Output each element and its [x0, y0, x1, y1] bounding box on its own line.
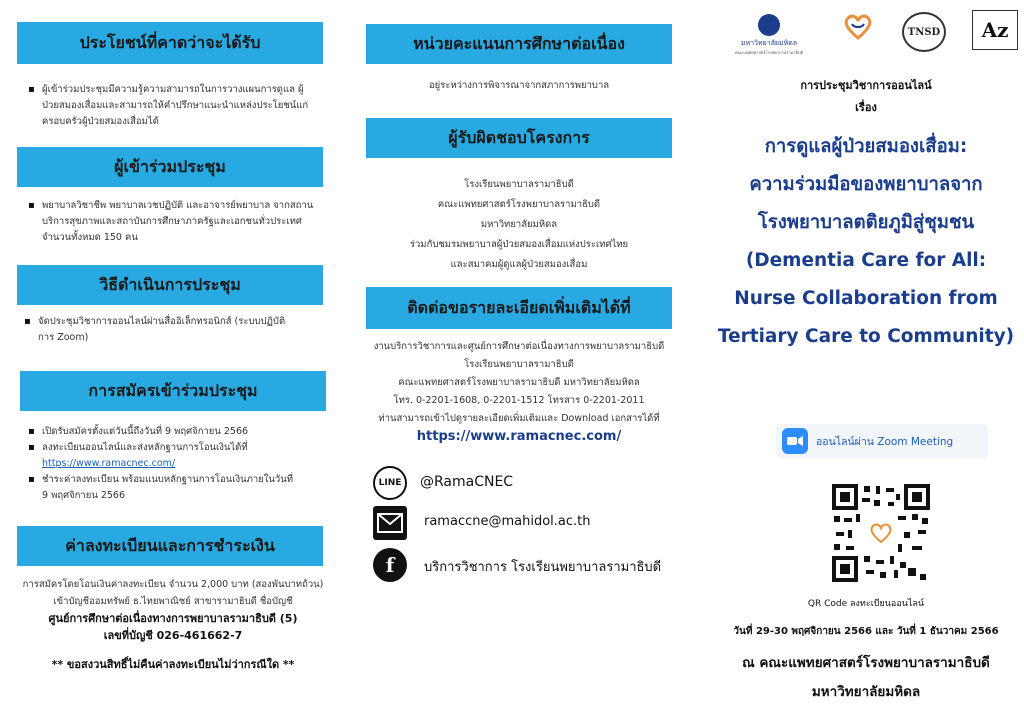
venue-line1: ณ คณะแพทยศาสตร์โรงพยาบาลรามาธิบดี — [742, 655, 990, 671]
method-header — [17, 265, 323, 305]
seal-icon — [758, 14, 780, 36]
contact-url[interactable]: https://www.ramacnec.com/ — [416, 429, 622, 444]
contact-line: โทร. 0-2201-1608, 0-2201-1512 โทรสาร 0-2201-2011 — [393, 395, 645, 406]
mahidol-sub: คณะแพทยศาสตร์โรงพยาบาลรามาธิบดี — [734, 50, 804, 55]
title-th-line: ความร่วมมือของพยาบาลจาก — [749, 174, 983, 195]
qr-code-icon — [832, 484, 930, 582]
line-id[interactable]: @RamaCNEC — [420, 474, 514, 490]
line-icon: LINE — [373, 466, 407, 500]
organizer-header — [366, 118, 672, 158]
list-item: ▪ พยาบาลวิชาชีพ พยาบาลเวชปฏิบัติ และอาจารย์พยาบาล จากสถานบริการสุขภาพและสถาบันการศึกษาภาครัฐและเอกชนทั่วประเทศ จำนวนทั้งหมด 150 คน — [28, 198, 318, 246]
organizer-line: คณะแพทยศาสตร์โรงพยาบาลรามาธิบดี — [437, 199, 601, 210]
az-logo: Az — [972, 10, 1018, 50]
list-item: ▪ เปิดรับสมัครตั้งแต่วันนี้ถึงวันที่ 9 พฤศจิกายน 2566 — [28, 424, 298, 440]
register-list — [28, 424, 298, 504]
register-title: การสมัครเข้าร่วมประชุม — [88, 380, 258, 400]
zoom-badge — [776, 424, 988, 458]
email-icon — [373, 506, 407, 540]
participants-header — [17, 147, 323, 187]
list-item — [28, 440, 298, 472]
zoom-icon — [782, 428, 808, 454]
title-th-line: การดูแลผู้ป่วยสมองเสื่อม: — [764, 136, 968, 157]
benefits-header — [17, 22, 323, 64]
mahidol-logo — [724, 14, 814, 56]
event-dates: วันที่ 29-30 พฤศจิกายน 2566 และ วันที่ 1 ธันวาคม 2566 — [733, 626, 999, 637]
fee-line2: เข้าบัญชีออมทรัพย์ ธ.ไทยพาณิชย์ สาขารามาธิบดี ชื่อบัญชี — [53, 596, 293, 607]
list-item: ▪ ชำระค่าลงทะเบียน พร้อมแนบหลักฐานการโอนเงินภายในวันที่ 9 พฤศจิกายน 2566 — [28, 472, 298, 504]
fee-account-name: ศูนย์การศึกษาต่อเนื่องทางการพยาบาลรามาธิบดี (5) — [48, 612, 298, 625]
kicker-line2: เรื่อง — [855, 101, 877, 114]
list-item: ▪ จัดประชุมวิชาการออนไลน์ผ่านสื่ออิเล็กทรอนิกส์ (ระบบปฏิบัติการ Zoom) — [24, 314, 294, 346]
kicker-line1: การประชุมวิชาการออนไลน์ — [800, 79, 932, 92]
title-en-line: Nurse Collaboration from — [734, 288, 998, 309]
method-list — [24, 314, 294, 346]
fee-block — [14, 576, 332, 673]
participants-title: ผู้เข้าร่วมประชุม — [114, 156, 226, 176]
fee-account-number: เลขที่บัญชี 026-461662-7 — [103, 629, 243, 642]
credits-text: อยู่ระหว่างการพิจารณาจากสภาการพยาบาล — [428, 80, 610, 91]
heart-icon — [842, 14, 874, 40]
fee-note: ** ขอสงวนสิทธิ์ไม่คืนค่าลงทะเบียนไม่ว่ากรณีใด ** — [51, 658, 295, 671]
organizer-title: ผู้รับผิดชอบโครงการ — [448, 127, 590, 147]
title-th-line: โรงพยาบาลตติยภูมิสู่ชุมชน — [757, 212, 975, 233]
facebook-page[interactable]: บริการวิชาการ โรงเรียนพยาบาลรามาธิบดี — [424, 560, 662, 575]
participants-list — [28, 198, 318, 246]
organizer-line: และสมาคมผู้ดูแลผู้ป่วยสมองเสื่อม — [450, 259, 588, 270]
envelope-icon — [377, 513, 403, 533]
venue-line2: มหาวิทยาลัยมหิดล — [811, 684, 921, 700]
list-item: ▪ ผู้เข้าร่วมประชุมมีความรู้ความสามารถในการวางแผนการดูแล ผู้ป่วยสมองเสื่อมและสามารถให้คำปรึกษาแนะนำแหล่งประโยชน์แก่ครอบครัวผู้ป่วยสมองเสื่อมได้ — [28, 82, 318, 130]
zoom-label: ออนไลน์ผ่าน Zoom Meeting — [816, 435, 954, 448]
organizer-lines — [366, 175, 672, 275]
title-en-line: Tertiary Care to Community) — [717, 326, 1015, 347]
credits-header — [366, 24, 672, 64]
qr-caption: QR Code ลงทะเบียนออนไลน์ — [807, 599, 925, 609]
organizer-line: ร่วมกับชมรมพยาบาลผู้ป่วยสมองเสื่อมแห่งประเทศไทย — [409, 239, 629, 250]
qr-code[interactable] — [832, 484, 930, 582]
organizer-line: โรงเรียนพยาบาลรามาธิบดี — [464, 179, 574, 190]
contact-title: ติดต่อขอรายละเอียดเพิ่มเติมได้ที่ — [407, 297, 631, 317]
facebook-icon: f — [373, 548, 407, 582]
fee-title: ค่าลงทะเบียนและการชำระเงิน — [65, 535, 275, 555]
contact-line: งานบริการวิชาการและศูนย์การศึกษาต่อเนื่องทางการพยาบาลรามาธิบดี — [373, 341, 665, 352]
register-link[interactable]: https://www.ramacnec.com/ — [42, 458, 176, 469]
contact-lines — [358, 338, 680, 446]
method-title: วิธีดำเนินการประชุม — [99, 274, 241, 294]
fee-header — [17, 526, 323, 566]
register-item2-text: ลงทะเบียนออนไลน์และส่งหลักฐานการโอนเงินได้ที่ — [42, 442, 248, 453]
contact-line: ท่านสามารถเข้าไปดูรายละเอียดเพิ่มเติมและ Download เอกสารได้ที่ — [378, 413, 660, 424]
register-header — [20, 371, 326, 411]
title-en-line: (Dementia Care for All: — [745, 250, 987, 271]
benefits-list — [28, 82, 318, 130]
email-address[interactable]: ramaccne@mahidol.ac.th — [424, 514, 591, 529]
tnsd-logo: TNSD — [902, 12, 946, 52]
fee-line1: การสมัครโดยโอนเงินค่าลงทะเบียน จำนวน 2,000 บาท (สองพันบาทถ้วน) — [22, 579, 324, 590]
contact-line: คณะแพทยศาสตร์โรงพยาบาลรามาธิบดี มหาวิทยาลัยมหิดล — [398, 377, 640, 388]
contact-line: โรงเรียนพยาบาลรามาธิบดี — [464, 359, 574, 370]
credits-title: หน่วยคะแนนการศึกษาต่อเนื่อง — [413, 33, 625, 53]
organizer-line: มหาวิทยาลัยมหิดล — [480, 219, 558, 230]
mahidol-name: มหาวิทยาลัยมหิดล — [740, 39, 798, 47]
event-title — [712, 128, 1020, 356]
benefits-title: ประโยชน์ที่คาดว่าจะได้รับ — [79, 32, 261, 52]
contact-header — [366, 287, 672, 329]
heart-logo — [838, 14, 878, 44]
